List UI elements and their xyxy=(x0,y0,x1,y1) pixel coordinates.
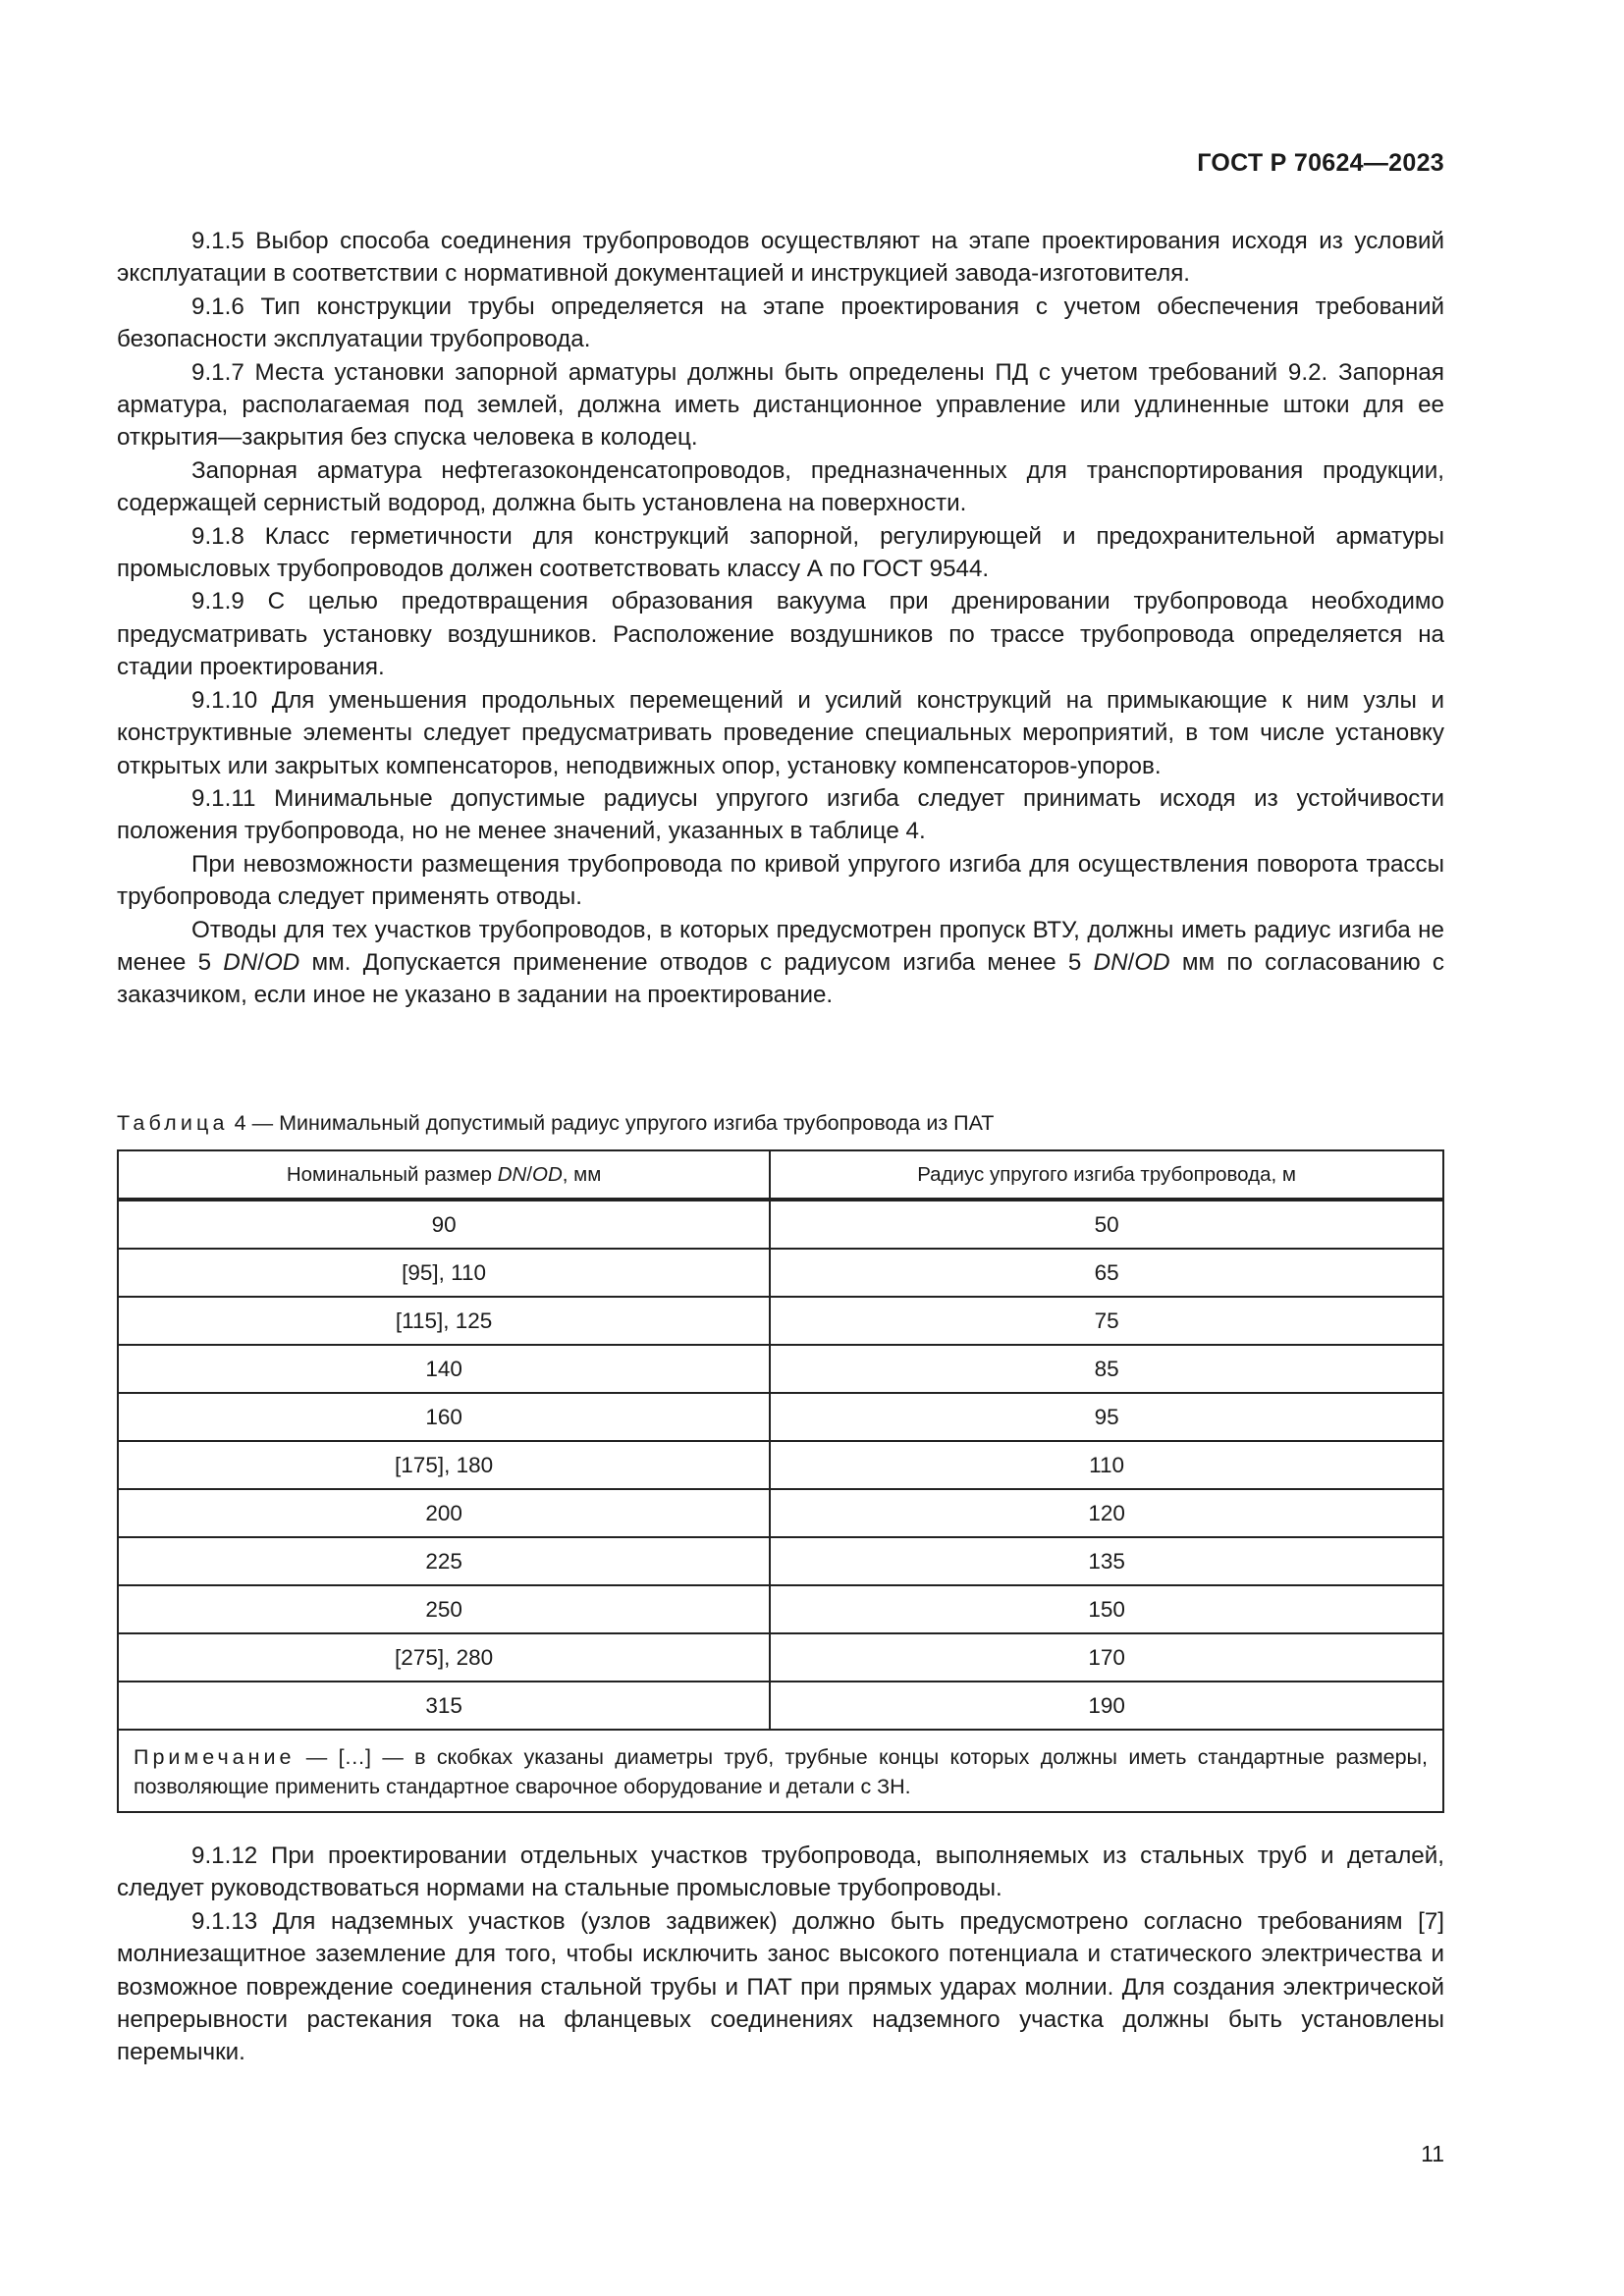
table-row xyxy=(118,1489,1443,1537)
table-note-row xyxy=(118,1730,1443,1812)
table-row xyxy=(118,1633,1443,1682)
cell-size: 200 xyxy=(118,1489,770,1537)
cell-size: 160 xyxy=(118,1393,770,1441)
paragraph-9-1-10: 9.1.10 Для уменьшения продольных перемещений и усилий конструкций на примыкающие к ним узлы и конструктивные элементы следует предусматривать проведение специальных мероприятий, в том числе установку открытых или закрытых компенсаторов, неподвижных опор, установку компенсаторов-упоров. xyxy=(117,686,1444,779)
paragraph-9-1-9: 9.1.9 С целью предотвращения образования вакуума при дренировании трубопровода необходимо предусматривать установку воздушников. Расположение воздушников по трассе трубопровода определяется на стадии проектирования. xyxy=(117,588,1444,681)
standard-designation: ГОСТ Р 70624—2023 xyxy=(1197,149,1444,177)
table-row xyxy=(118,1249,1443,1297)
table-header-row xyxy=(118,1150,1443,1200)
paragraph-vtu-bends: Отводы для тех участков трубопроводов, в которых предусмотрен пропуск ВТУ, должны иметь радиус изгиба не менее 5 DN/OD мм. Допускается применение отводов с радиусом изгиба менее 5 DN/OD мм по согласованию с заказчиком, если иное не указано в задании на проектирование. xyxy=(117,916,1445,1009)
cell-radius: 75 xyxy=(770,1297,1443,1345)
cell-radius: 85 xyxy=(770,1345,1443,1393)
cell-size: 90 xyxy=(118,1200,770,1249)
cell-radius: 50 xyxy=(770,1200,1443,1249)
table-row xyxy=(118,1682,1443,1730)
header-bend-radius: Радиус упругого изгиба трубопровода, м xyxy=(770,1150,1443,1200)
table-caption: Таблица 4 — Минимальный допустимый радиус упругого изгиба трубопровода из ПАТ xyxy=(117,1111,995,1135)
cell-radius: 135 xyxy=(770,1537,1443,1585)
cell-size: 250 xyxy=(118,1585,770,1633)
table-note: Примечание — […] — в скобках указаны диаметры труб, трубные концы которых должны иметь стандартные размеры, позволяющие применить стандартное сварочное оборудование и детали с ЗН. xyxy=(118,1730,1443,1812)
paragraph-9-1-12: 9.1.12 При проектировании отдельных участков трубопровода, выполняемых из стальных труб и деталей, следует руководствоваться нормами на стальные промысловые трубопроводы. xyxy=(117,1842,1444,1902)
cell-radius: 120 xyxy=(770,1489,1443,1537)
cell-radius: 150 xyxy=(770,1585,1443,1633)
bend-radius-table xyxy=(117,1149,1444,1813)
header-nominal-size: Номинальный размер DN/OD, мм xyxy=(118,1150,770,1200)
cell-radius: 190 xyxy=(770,1682,1443,1730)
paragraph-shutoff-valves: Запорная арматура нефтегазоконденсатопроводов, предназначенных для транспортирования продукции, содержащей сернистый водород, должна быть установлена на поверхности. xyxy=(117,456,1444,517)
table-row xyxy=(118,1441,1443,1489)
paragraph-9-1-8: 9.1.8 Класс герметичности для конструкций запорной, регулирующей и предохранительной арматуры промысловых трубопроводов должен соответствовать классу А по ГОСТ 9544. xyxy=(117,522,1444,583)
paragraph-9-1-7: 9.1.7 Места установки запорной арматуры должны быть определены ПД с учетом требований 9.2. Запорная арматура, располагаемая под землей, должна иметь дистанционное управление или удлиненные штоки для ее открытия—закрытия без спуска человека в колодец. xyxy=(117,358,1444,452)
table-row xyxy=(118,1297,1443,1345)
paragraph-9-1-13: 9.1.13 Для надземных участков (узлов задвижек) должно быть предусмотрено согласно требованиям [7] молниезащитное заземление для того, чтобы исключить занос высокого потенциала и статического электричества и возможное повреждение соединения стальной трубы и ПАТ при прямых ударах молнии. Для создания электрической непрерывности растекания тока на фланцевых соединениях надземного участка должны быть установлены перемычки. xyxy=(117,1907,1444,2066)
table-row xyxy=(118,1200,1443,1249)
paragraph-bends: При невозможности размещения трубопровода по кривой упругого изгиба для осуществления поворота трассы трубопровода следует применять отводы. xyxy=(117,850,1444,911)
table-row xyxy=(118,1393,1443,1441)
table-row xyxy=(118,1537,1443,1585)
cell-radius: 95 xyxy=(770,1393,1443,1441)
cell-size: [275], 280 xyxy=(118,1633,770,1682)
cell-size: [175], 180 xyxy=(118,1441,770,1489)
cell-size: 315 xyxy=(118,1682,770,1730)
text-block-top xyxy=(117,225,1444,1012)
page-number: 11 xyxy=(1421,2141,1444,2166)
paragraph-9-1-5: 9.1.5 Выбор способа соединения трубопроводов осуществляют на этапе проектирования исходя из условий эксплуатации в соответствии с нормативной документацией и инструкцией завода-изготовителя. xyxy=(117,228,1444,288)
table-row xyxy=(118,1585,1443,1633)
cell-radius: 110 xyxy=(770,1441,1443,1489)
cell-radius: 65 xyxy=(770,1249,1443,1297)
text-block-bottom xyxy=(117,1840,1444,2069)
paragraph-9-1-11: 9.1.11 Минимальные допустимые радиусы упругого изгиба следует принимать исходя из устойчивости положения трубопровода, но не менее значений, указанных в таблице 4. xyxy=(117,784,1444,845)
cell-size: 140 xyxy=(118,1345,770,1393)
cell-size: 225 xyxy=(118,1537,770,1585)
paragraph-9-1-6: 9.1.6 Тип конструкции трубы определяется на этапе проектирования с учетом обеспечения требований безопасности эксплуатации трубопровода. xyxy=(117,293,1444,353)
cell-size: [115], 125 xyxy=(118,1297,770,1345)
cell-radius: 170 xyxy=(770,1633,1443,1682)
cell-size: [95], 110 xyxy=(118,1249,770,1297)
table-row xyxy=(118,1345,1443,1393)
